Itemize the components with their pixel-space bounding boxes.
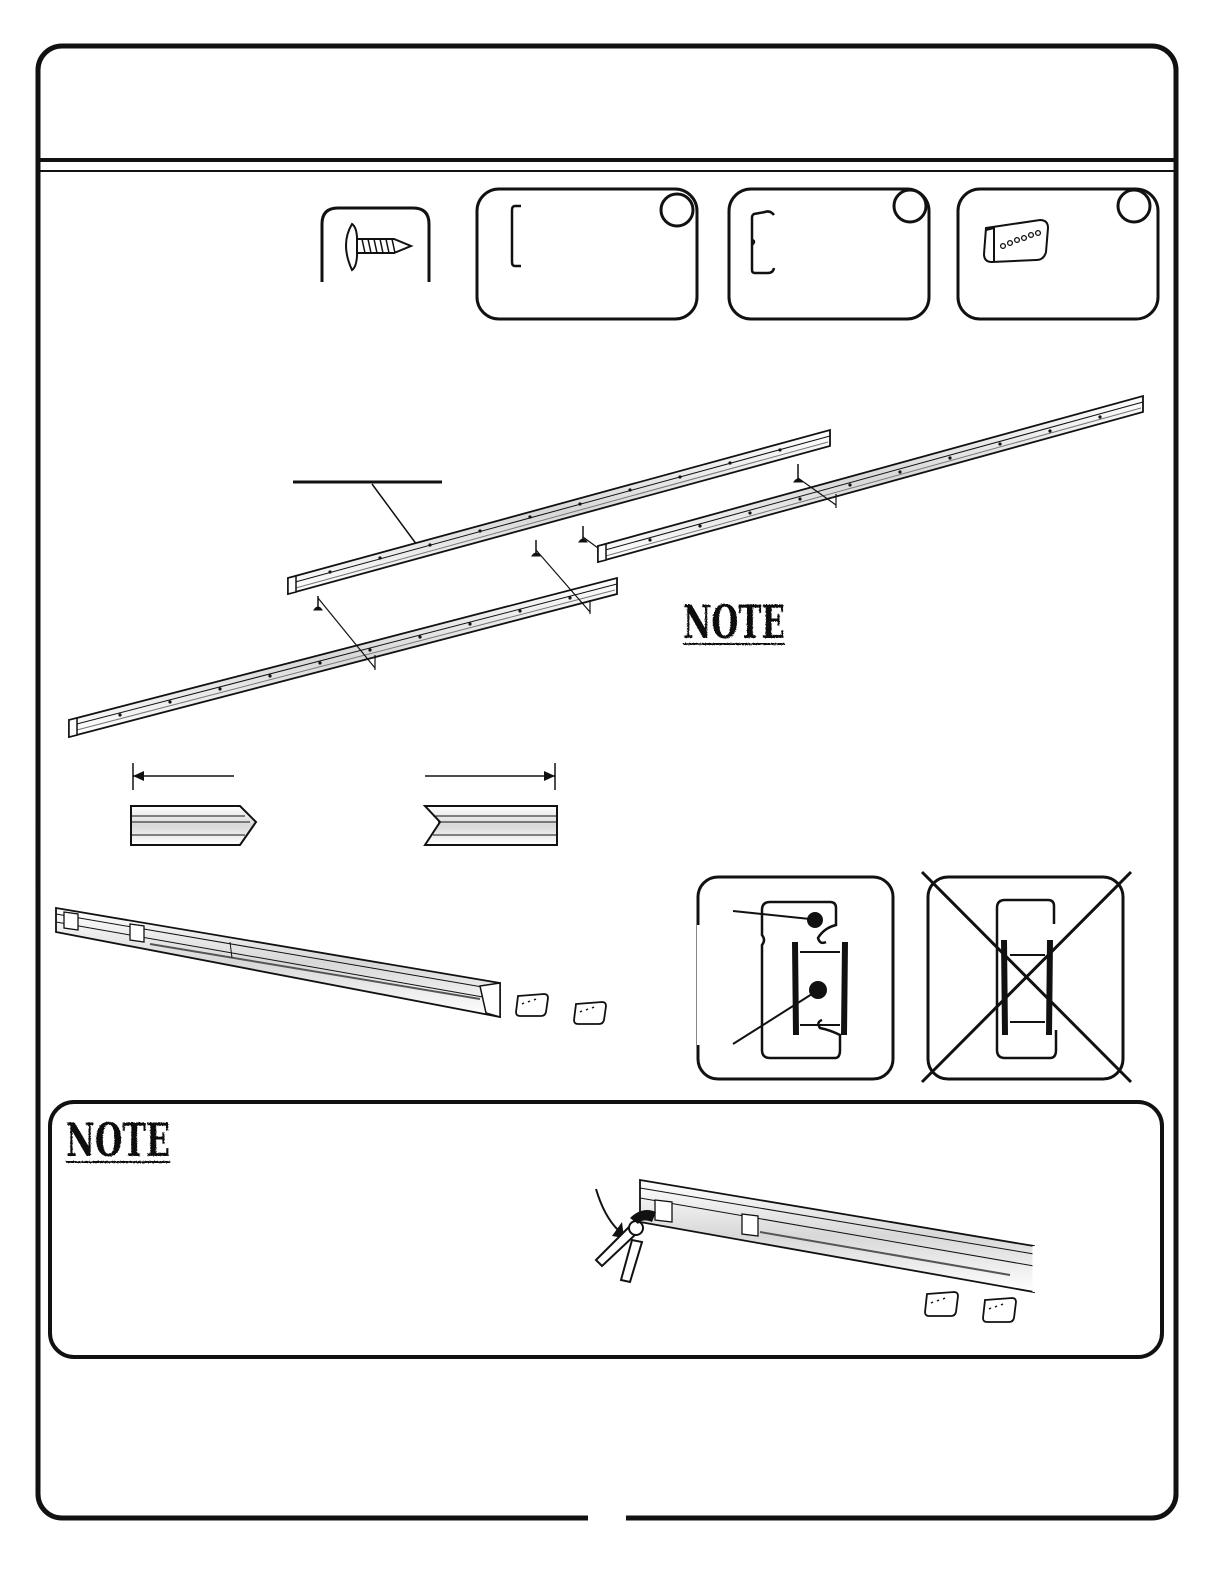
connector-clip-icon	[574, 1002, 606, 1024]
part-box-screw	[322, 208, 429, 282]
rail-with-clips-closeup	[640, 1180, 1034, 1292]
rail-with-clips	[56, 908, 606, 1024]
screw-icon	[346, 224, 411, 270]
connector-clip-icon	[984, 220, 1048, 262]
incorrect-x-icon	[922, 872, 1131, 1082]
part-box-connector	[958, 189, 1158, 319]
part-number-circle	[894, 190, 926, 222]
part-number-circle	[1118, 190, 1150, 222]
incorrect-orientation-box	[922, 872, 1131, 1082]
connector-clip-icon	[983, 1298, 1016, 1322]
note-badge-1	[683, 595, 785, 649]
connector-clip-icon	[516, 994, 548, 1016]
rail-end-left	[131, 763, 256, 845]
s-channel-icon	[752, 211, 774, 273]
c-channel-icon	[512, 206, 521, 266]
part-box-c-channel	[477, 189, 697, 319]
page-frame	[38, 46, 1176, 1518]
note-label: NOTE	[683, 595, 785, 649]
rail-assembly-diagram	[69, 396, 1143, 737]
connector-clip-icon	[925, 1292, 958, 1316]
correct-orientation-box	[698, 877, 893, 1079]
part-number-circle	[661, 194, 693, 226]
note-panel	[50, 1102, 1162, 1357]
note-label: NOTE	[66, 1113, 170, 1167]
part-box-s-channel	[729, 189, 929, 319]
note-badge-2	[66, 1113, 170, 1167]
page-number-gap	[588, 1510, 626, 1524]
rail-end-right	[425, 763, 557, 845]
rail-bottom	[69, 578, 617, 737]
